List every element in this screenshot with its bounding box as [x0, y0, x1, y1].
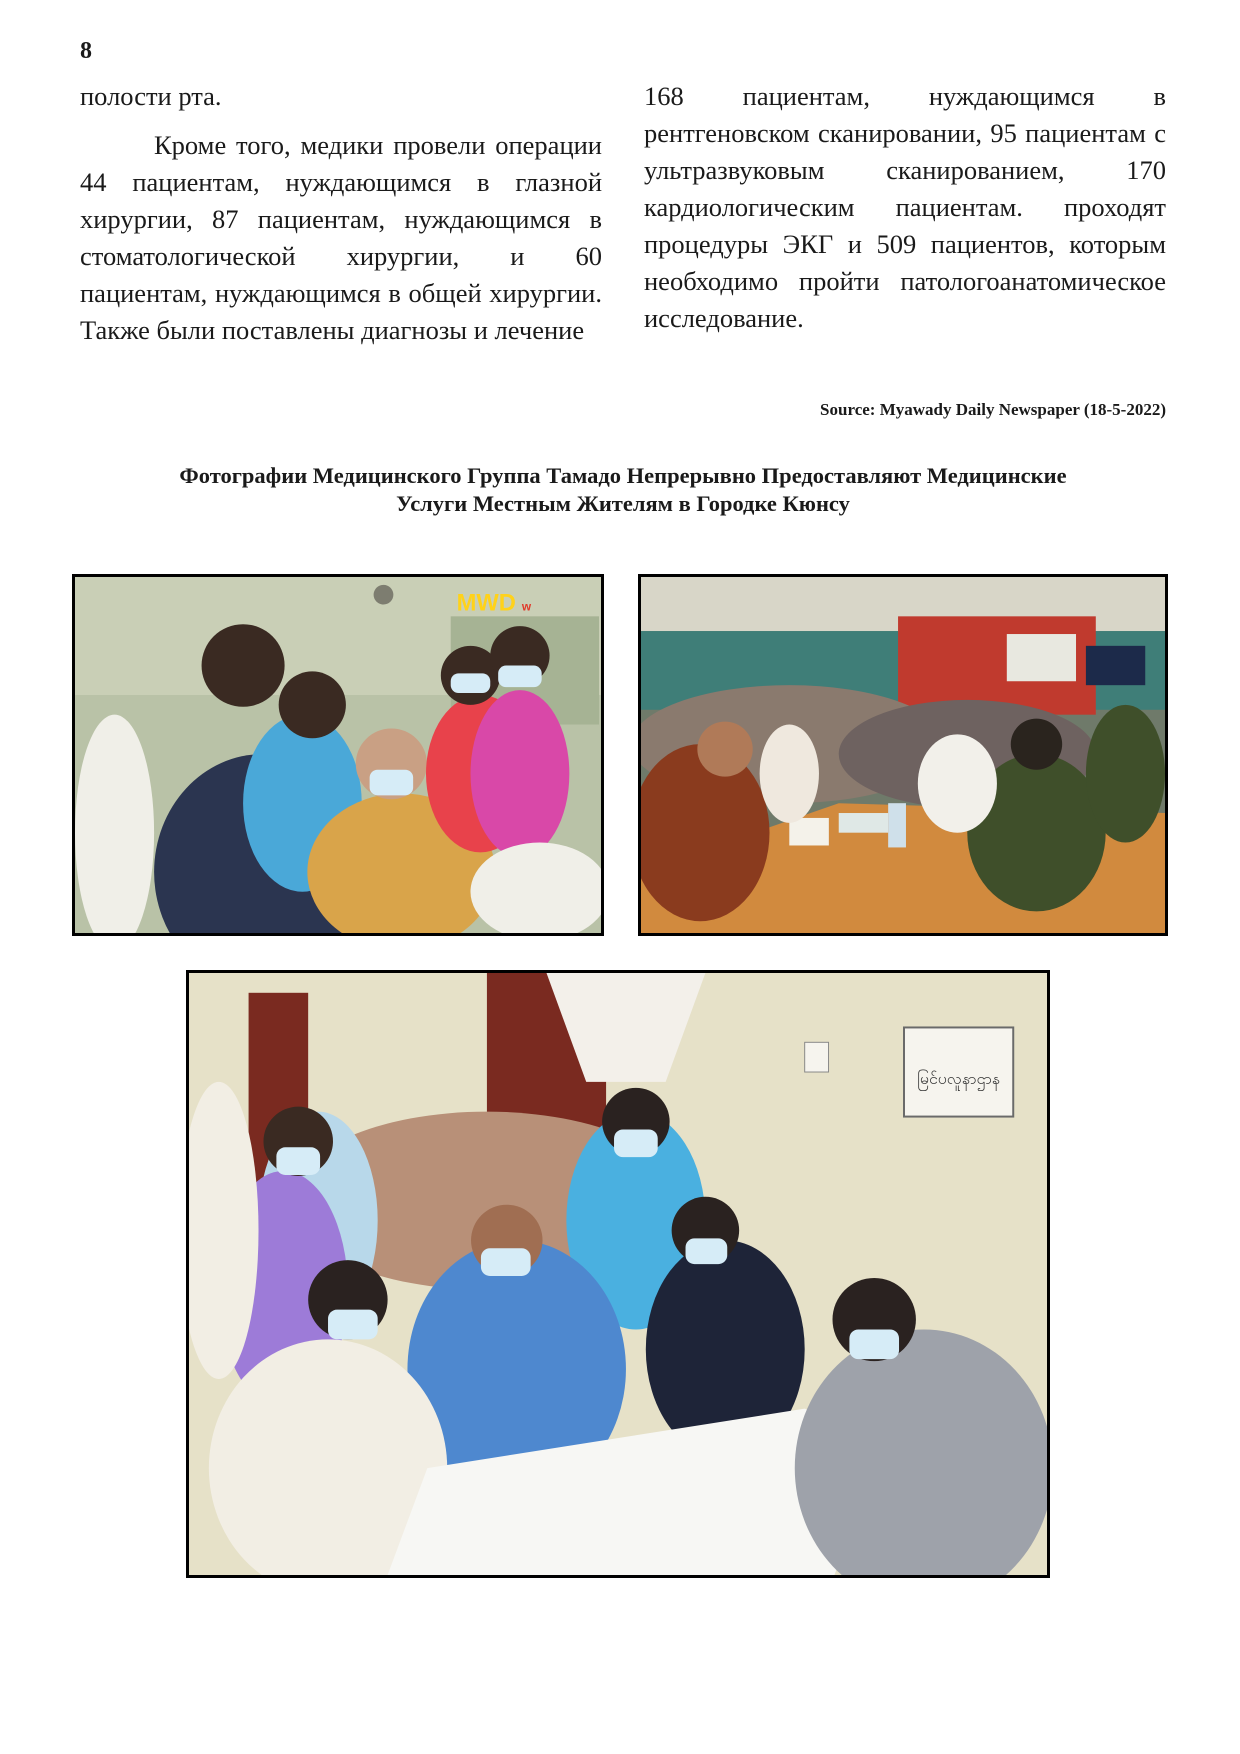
- left-column-paragraph: Кроме того, медики провели операции 44 пациентам, нуждающимся в глазной хирургии, 87 пациентам, нуждающимся в стоматологической хирургии, и 60 пациентам, нуждающимся в общей хирургии. Также были поставлены диагнозы и лечение: [80, 130, 602, 345]
- page-number: 8: [80, 38, 92, 64]
- right-text-column: [644, 78, 1166, 337]
- photo-caption: [80, 462, 1166, 518]
- mwd-logo: MWD: [456, 590, 516, 617]
- photo1-image: [75, 577, 601, 933]
- photo2-image: [641, 577, 1165, 933]
- source-credit: Source: Myawady Daily Newspaper (18-5-2022): [820, 400, 1166, 419]
- mwd-logo-suffix: w: [521, 599, 532, 614]
- photo-blood-pressure-check: [72, 574, 604, 936]
- photo-patient-examination: [186, 970, 1050, 1578]
- photo-medical-hall: [638, 574, 1168, 936]
- left-column-line1: полости рта.: [80, 81, 222, 111]
- caption-line1: Фотографии Медицинского Группа Тамадо Непрерывно Предоставляют Медицинские: [179, 463, 1067, 488]
- caption-line2: Услуги Местным Жителям в Городке Кюнсу: [396, 491, 850, 516]
- photo3-image: [189, 973, 1047, 1575]
- opd-sign: မြင်ပလူနာဌာန: [917, 1068, 1001, 1088]
- right-column-paragraph: 168 пациентам, нуждающимся в рентгеновском сканировании, 95 пациентам с ультразвуковым сканированием, 170 кардиологическим пациентам. проходят процедуры ЭКГ и 509 пациентов, которым необходимо пройти патологоанатомическое исследование.: [644, 81, 1166, 333]
- left-text-column: [80, 78, 602, 349]
